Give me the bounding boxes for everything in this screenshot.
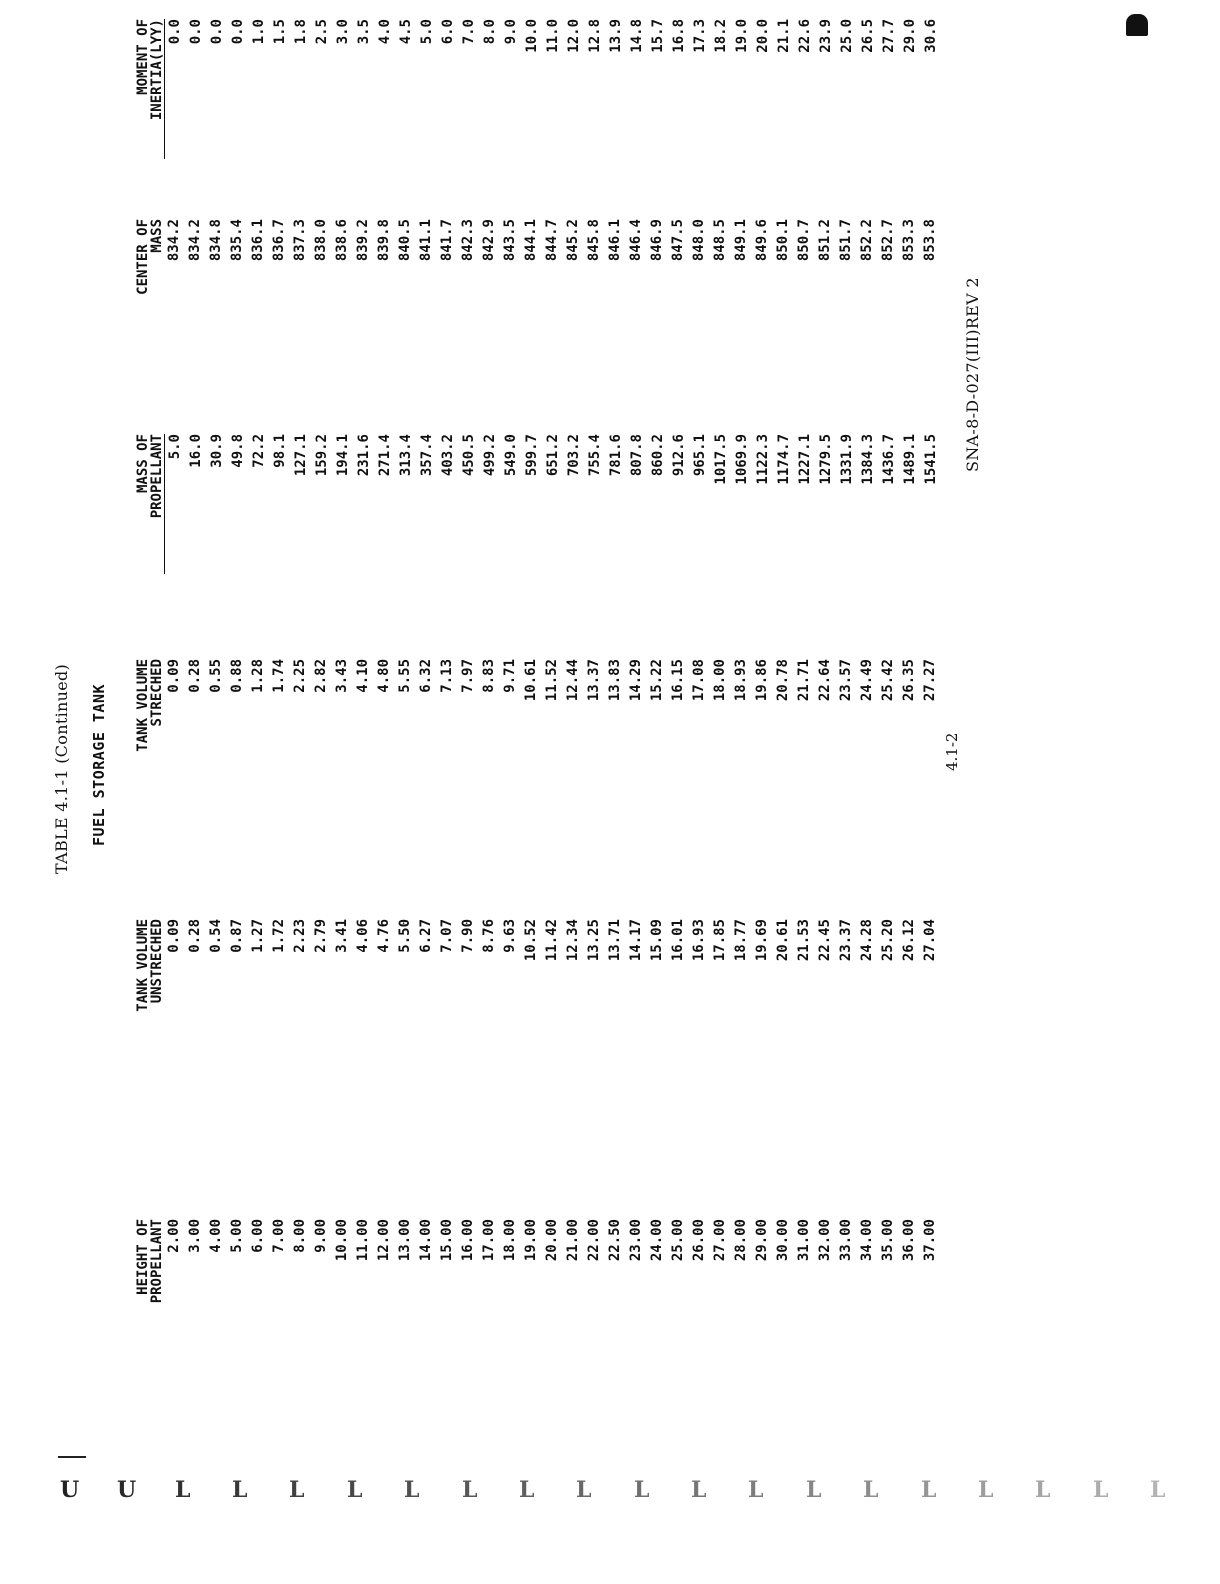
- table-cell: 549.0: [503, 434, 519, 477]
- table-cell: 0.87: [229, 919, 245, 953]
- table-cell: 22.50: [607, 1219, 623, 1262]
- table-cell: 15.09: [649, 919, 665, 962]
- table-cell: 5.0: [167, 434, 183, 460]
- table-cell: 912.6: [671, 434, 687, 477]
- table-cell: 3.41: [334, 919, 350, 953]
- table-cell: 34.00: [859, 1219, 875, 1262]
- column-header-line1: MOMENT OF: [135, 19, 151, 95]
- column-header-line1: TANK VOLUME: [135, 659, 151, 752]
- table-cell: 1541.5: [923, 434, 939, 485]
- table-cell: 20.61: [775, 919, 791, 962]
- table-cell: 22.45: [817, 919, 833, 962]
- binder-tab-mark: L: [576, 1477, 592, 1503]
- table-cell: 23.00: [628, 1219, 644, 1262]
- table-cell: 1.72: [271, 919, 287, 953]
- table-cell: 0.28: [187, 919, 203, 953]
- table-cell: 12.8: [587, 19, 603, 53]
- page-number: 4.1-2: [943, 732, 961, 771]
- table-cell: 10.52: [523, 919, 539, 962]
- table-cell: 1489.1: [902, 434, 918, 485]
- table-cell: 313.4: [398, 434, 414, 477]
- table-cell: 3.0: [335, 19, 351, 45]
- table-cell: 4.5: [398, 19, 414, 45]
- table-cell: 844.1: [523, 219, 539, 262]
- table-cell: 6.32: [418, 659, 434, 693]
- table-cell: 450.5: [461, 434, 477, 477]
- table-cell: 15.7: [650, 19, 666, 53]
- table-cell: 1174.7: [776, 434, 792, 485]
- table-cell: 14.8: [629, 19, 645, 53]
- column-header-line2: STRECHED: [149, 659, 165, 727]
- table-cell: 1227.1: [797, 434, 813, 485]
- table-cell: 13.37: [586, 659, 602, 702]
- table-cell: 843.5: [502, 219, 518, 262]
- table-cell: 11.0: [545, 19, 561, 53]
- table-cell: 7.07: [439, 919, 455, 953]
- table-cell: 30.9: [209, 434, 225, 468]
- binder-tab-mark: L: [978, 1477, 994, 1503]
- table-cell: 8.76: [481, 919, 497, 953]
- table-cell: 27.7: [881, 19, 897, 53]
- table-cell: 16.93: [691, 919, 707, 962]
- binder-tab-mark: L: [175, 1477, 191, 1503]
- table-cell: 13.25: [586, 919, 602, 962]
- table-cell: 6.0: [440, 19, 456, 45]
- table-cell: 27.04: [922, 919, 938, 962]
- table-cell: 848.0: [691, 219, 707, 262]
- table-cell: 1.28: [250, 659, 266, 693]
- column-center-of-mass: [136, 219, 941, 359]
- binder-tab-mark: L: [519, 1477, 535, 1503]
- binder-tab-mark: L: [289, 1477, 305, 1503]
- table-cell: 22.64: [817, 659, 833, 702]
- table-cell: 35.00: [880, 1219, 896, 1262]
- table-cell: 7.90: [460, 919, 476, 953]
- table-cell: 16.15: [670, 659, 686, 702]
- table-cell: 4.80: [376, 659, 392, 693]
- binder-tab-mark: L: [1150, 1477, 1166, 1503]
- table-cell: 849.6: [754, 219, 770, 262]
- column-mass-of-propellant: [136, 434, 942, 574]
- table-cell: 24.00: [649, 1219, 665, 1262]
- binder-tab-mark: L: [634, 1477, 650, 1503]
- table-cell: 127.1: [293, 434, 309, 477]
- table-cell: 841.1: [418, 219, 434, 262]
- binder-tab-mark: L: [921, 1477, 937, 1503]
- column-header-line1: MASS OF: [135, 434, 151, 494]
- table-cell: 2.79: [313, 919, 329, 953]
- table-cell: 9.63: [502, 919, 518, 953]
- table-cell: 7.97: [460, 659, 476, 693]
- table-cell: 19.86: [754, 659, 770, 702]
- table-cell: 1.74: [271, 659, 287, 693]
- table-cell: 850.7: [796, 219, 812, 262]
- table-cell: 703.2: [566, 434, 582, 477]
- binder-tab-mark: U: [117, 1477, 137, 1503]
- margin-dash: [58, 1456, 86, 1458]
- table-cell: 5.50: [397, 919, 413, 953]
- table-cell: 845.2: [565, 219, 581, 262]
- table-cell: 860.2: [650, 434, 666, 477]
- table-cell: 842.9: [481, 219, 497, 262]
- table-cell: 27.00: [712, 1219, 728, 1262]
- table-cell: 834.8: [208, 219, 224, 262]
- table-cell: 853.8: [922, 219, 938, 262]
- table-cell: 11.00: [355, 1219, 371, 1262]
- table-cell: 8.0: [482, 19, 498, 45]
- column-tank-volume-unstreched: [136, 919, 941, 1059]
- table-cell: 24.28: [859, 919, 875, 962]
- table-cell: 26.5: [860, 19, 876, 53]
- table-cell: 10.0: [524, 19, 540, 53]
- table-cell: 25.00: [670, 1219, 686, 1262]
- table-cell: 0.55: [208, 659, 224, 693]
- table-cell: 159.2: [314, 434, 330, 477]
- table-cell: 848.5: [712, 219, 728, 262]
- table-cell: 9.00: [313, 1219, 329, 1253]
- table-cell: 12.0: [566, 19, 582, 53]
- table-cell: 0.88: [229, 659, 245, 693]
- table-caption: TABLE 4.1-1 (Continued): [52, 663, 71, 874]
- table-cell: 7.00: [271, 1219, 287, 1253]
- table-cell: 30.6: [923, 19, 939, 53]
- column-header-line1: TANK VOLUME: [135, 919, 151, 1012]
- table-cell: 844.7: [544, 219, 560, 262]
- table-cell: 1331.9: [839, 434, 855, 485]
- table-cell: 0.0: [209, 19, 225, 45]
- table-cell: 0.0: [188, 19, 204, 45]
- table-cell: 4.06: [355, 919, 371, 953]
- table-cell: 13.00: [397, 1219, 413, 1262]
- table-cell: 22.00: [586, 1219, 602, 1262]
- table-cell: 3.00: [187, 1219, 203, 1253]
- table-cell: 850.1: [775, 219, 791, 262]
- table-cell: 231.6: [356, 434, 372, 477]
- column-tank-volume-streched: [136, 659, 941, 799]
- table-cell: 19.69: [754, 919, 770, 962]
- table-cell: 357.4: [419, 434, 435, 477]
- table-cell: 834.2: [187, 219, 203, 262]
- column-header-line2: MASS: [149, 219, 165, 253]
- table-cell: 37.00: [922, 1219, 938, 1262]
- table-cell: 838.0: [313, 219, 329, 262]
- table-cell: 840.5: [397, 219, 413, 262]
- table-cell: 16.00: [460, 1219, 476, 1262]
- table-cell: 26.12: [901, 919, 917, 962]
- column-header-line2: PROPELLANT: [149, 1219, 165, 1304]
- table-cell: 22.6: [797, 19, 813, 53]
- table-cell: 23.57: [838, 659, 854, 702]
- binder-tab-mark: L: [462, 1477, 478, 1503]
- table-cell: 845.8: [586, 219, 602, 262]
- table-cell: 14.17: [628, 919, 644, 962]
- table-cell: 19.00: [523, 1219, 539, 1262]
- table-cell: 25.42: [880, 659, 896, 702]
- binder-tab-mark: L: [1093, 1477, 1109, 1503]
- binder-tab-mark: L: [748, 1477, 764, 1503]
- table-cell: 651.2: [545, 434, 561, 477]
- table-cell: 32.00: [817, 1219, 833, 1262]
- table-cell: 16.01: [670, 919, 686, 962]
- table-cell: 7.0: [461, 19, 477, 45]
- table-cell: 21.53: [796, 919, 812, 962]
- table-cell: 846.9: [649, 219, 665, 262]
- table-cell: 5.0: [419, 19, 435, 45]
- table-cell: 23.9: [818, 19, 834, 53]
- table-cell: 1279.5: [818, 434, 834, 485]
- table-cell: 13.9: [608, 19, 624, 53]
- table-cell: 11.52: [544, 659, 560, 702]
- table-cell: 14.00: [418, 1219, 434, 1262]
- table-cell: 28.00: [733, 1219, 749, 1262]
- table-cell: 18.00: [712, 659, 728, 702]
- column-header-line1: CENTER OF: [135, 219, 151, 295]
- table-cell: 20.78: [775, 659, 791, 702]
- table-cell: 4.0: [377, 19, 393, 45]
- table-cell: 599.7: [524, 434, 540, 477]
- table-subtitle: FUEL STORAGE TANK: [90, 683, 108, 846]
- table-cell: 10.61: [523, 659, 539, 702]
- binder-tab-mark: L: [347, 1477, 363, 1503]
- table-cell: 15.22: [649, 659, 665, 702]
- table-cell: 851.2: [817, 219, 833, 262]
- table-cell: 3.43: [334, 659, 350, 693]
- table-cell: 0.09: [166, 659, 182, 693]
- table-cell: 836.1: [250, 219, 266, 262]
- table-cell: 2.23: [292, 919, 308, 953]
- column-height-of-propellant: [136, 1219, 941, 1359]
- table-cell: 17.00: [481, 1219, 497, 1262]
- table-cell: 839.2: [355, 219, 371, 262]
- table-cell: 851.7: [838, 219, 854, 262]
- table-cell: 12.34: [565, 919, 581, 962]
- table-cell: 9.0: [503, 19, 519, 45]
- table-cell: 965.1: [692, 434, 708, 477]
- binder-tab-mark: U: [60, 1477, 80, 1503]
- table-cell: 1.0: [251, 19, 267, 45]
- table-cell: 1.8: [293, 19, 309, 45]
- table-cell: 4.00: [208, 1219, 224, 1253]
- table-cell: 27.27: [922, 659, 938, 702]
- table-cell: 781.6: [608, 434, 624, 477]
- table-cell: 18.2: [713, 19, 729, 53]
- table-cell: 26.35: [901, 659, 917, 702]
- table-cell: 18.00: [502, 1219, 518, 1262]
- table-cell: 0.0: [167, 19, 183, 45]
- table-cell: 271.4: [377, 434, 393, 477]
- table-cell: 499.2: [482, 434, 498, 477]
- table-cell: 842.3: [460, 219, 476, 262]
- table-cell: 23.37: [838, 919, 854, 962]
- binder-tab-mark: L: [404, 1477, 420, 1503]
- table-cell: 21.71: [796, 659, 812, 702]
- table-cell: 24.49: [859, 659, 875, 702]
- table-cell: 1122.3: [755, 434, 771, 485]
- table-cell: 834.2: [166, 219, 182, 262]
- table-cell: 837.3: [292, 219, 308, 262]
- table-cell: 11.42: [544, 919, 560, 962]
- table-cell: 403.2: [440, 434, 456, 477]
- table-cell: 1017.5: [713, 434, 729, 485]
- table-cell: 5.55: [397, 659, 413, 693]
- column-header-line2: PROPELLANT: [150, 434, 165, 574]
- table-cell: 8.00: [292, 1219, 308, 1253]
- table-cell: 2.00: [166, 1219, 182, 1253]
- column-header-line2: INERTIA(LYY): [150, 19, 165, 159]
- table-cell: 98.1: [272, 434, 288, 468]
- table-cell: 13.71: [607, 919, 623, 962]
- document-id: SNA-8-D-027(III)REV 2: [963, 277, 982, 472]
- table-cell: 25.20: [880, 919, 896, 962]
- table-cell: 1384.3: [860, 434, 876, 485]
- table-cell: 21.00: [565, 1219, 581, 1262]
- table-cell: 852.2: [859, 219, 875, 262]
- table-cell: 29.00: [754, 1219, 770, 1262]
- table-cell: 30.00: [775, 1219, 791, 1262]
- table-cell: 3.5: [356, 19, 372, 45]
- table-cell: 15.00: [439, 1219, 455, 1262]
- table-cell: 2.82: [313, 659, 329, 693]
- table-cell: 0.54: [208, 919, 224, 953]
- table-cell: 21.1: [776, 19, 792, 53]
- table-cell: 16.0: [188, 434, 204, 468]
- table-cell: 846.1: [607, 219, 623, 262]
- table-cell: 20.00: [544, 1219, 560, 1262]
- binder-tab-mark: L: [863, 1477, 879, 1503]
- table-cell: 4.10: [355, 659, 371, 693]
- table-cell: 26.00: [691, 1219, 707, 1262]
- binder-tab-mark: L: [806, 1477, 822, 1503]
- table-cell: 6.27: [418, 919, 434, 953]
- table-cell: 18.77: [733, 919, 749, 962]
- column-moment-of-inertia: [136, 19, 942, 159]
- table-cell: 2.5: [314, 19, 330, 45]
- table-cell: 8.83: [481, 659, 497, 693]
- table-cell: 17.85: [712, 919, 728, 962]
- table-cell: 18.93: [733, 659, 749, 702]
- binder-tab-mark: L: [232, 1477, 248, 1503]
- binder-tab-mark: L: [1035, 1477, 1051, 1503]
- table-cell: 1069.9: [734, 434, 750, 485]
- binder-tab-row: [60, 1478, 1170, 1504]
- table-cell: 838.6: [334, 219, 350, 262]
- table-cell: 5.00: [229, 1219, 245, 1253]
- table-cell: 841.7: [439, 219, 455, 262]
- binder-tab-mark: L: [691, 1477, 707, 1503]
- table-cell: 25.0: [839, 19, 855, 53]
- table-cell: 20.0: [755, 19, 771, 53]
- table-cell: 17.08: [691, 659, 707, 702]
- table-cell: 17.3: [692, 19, 708, 53]
- table-cell: 36.00: [901, 1219, 917, 1262]
- table-cell: 7.13: [439, 659, 455, 693]
- table-cell: 0.09: [166, 919, 182, 953]
- table-cell: 12.44: [565, 659, 581, 702]
- table-cell: 194.1: [335, 434, 351, 477]
- table-cell: 1.27: [250, 919, 266, 953]
- column-header-line1: HEIGHT OF: [135, 1219, 151, 1295]
- table-cell: 10.00: [334, 1219, 350, 1262]
- table-cell: 1.5: [272, 19, 288, 45]
- table-cell: 852.7: [880, 219, 896, 262]
- table-cell: 72.2: [251, 434, 267, 468]
- table-cell: 847.5: [670, 219, 686, 262]
- table-cell: 31.00: [796, 1219, 812, 1262]
- table-cell: 1436.7: [881, 434, 897, 485]
- table-cell: 836.7: [271, 219, 287, 262]
- table-cell: 13.83: [607, 659, 623, 702]
- table-cell: 16.8: [671, 19, 687, 53]
- table-cell: 14.29: [628, 659, 644, 702]
- table-cell: 2.25: [292, 659, 308, 693]
- table-cell: 755.4: [587, 434, 603, 477]
- column-header-line2: UNSTRECHED: [149, 919, 165, 1004]
- table-cell: 853.3: [901, 219, 917, 262]
- table-cell: 4.76: [376, 919, 392, 953]
- table-cell: 849.1: [733, 219, 749, 262]
- table-cell: 807.8: [629, 434, 645, 477]
- table-cell: 29.0: [902, 19, 918, 53]
- table-cell: 49.8: [230, 434, 246, 468]
- table-cell: 839.8: [376, 219, 392, 262]
- table-cell: 12.00: [376, 1219, 392, 1262]
- table-cell: 33.00: [838, 1219, 854, 1262]
- table-cell: 0.0: [230, 19, 246, 45]
- table-cell: 0.28: [187, 659, 203, 693]
- table-cell: 835.4: [229, 219, 245, 262]
- table-cell: 9.71: [502, 659, 518, 693]
- table-cell: 846.4: [628, 219, 644, 262]
- table-cell: 19.0: [734, 19, 750, 53]
- table-cell: 6.00: [250, 1219, 266, 1253]
